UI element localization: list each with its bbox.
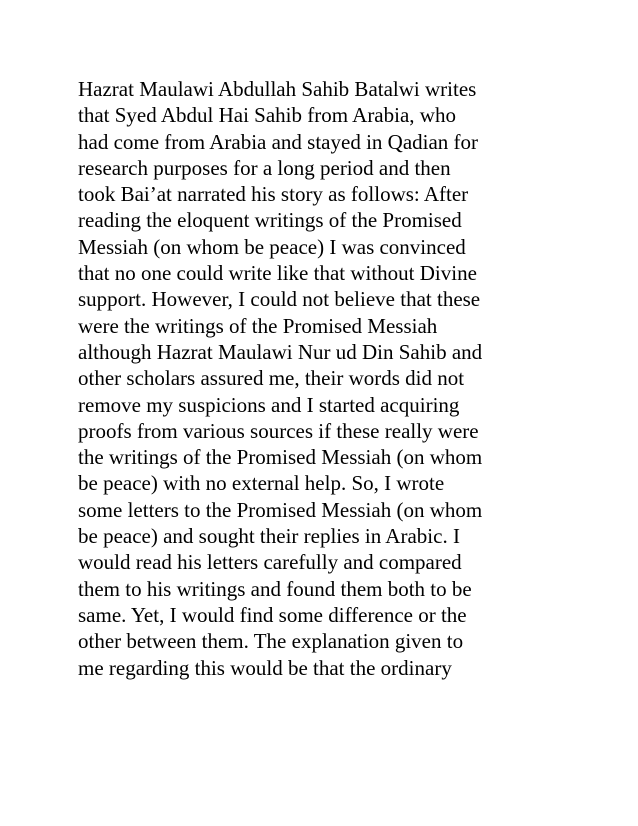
text-line: other scholars assured me, their words did not [78,366,465,391]
text-line: be peace) and sought their replies in Arabic. I [78,524,460,549]
text-line: proofs from various sources if these really were [78,418,479,443]
text-line: support. However, I could not believe that these [78,287,481,312]
text-line: the writings of the Promised Messiah (on whom [78,445,483,470]
text-line: same. Yet, I would find some difference or the [78,602,467,627]
text-line: were the writings of the Promised Messiah [78,313,438,338]
body-paragraph [78,76,578,681]
text-line: Messiah (on whom be peace) I was convinced [78,234,466,259]
text-line: some letters to the Promised Messiah (on whom [78,497,483,522]
text-line: research purposes for a long period and then [78,155,451,180]
text-line: me regarding this would be that the ordinary [78,655,452,680]
text-line: remove my suspicions and I started acquiring [78,392,460,417]
text-line: be peace) with no external help. So, I wrote [78,471,445,496]
text-line: although Hazrat Maulawi Nur ud Din Sahib and [78,339,483,364]
text-line: that Syed Abdul Hai Sahib from Arabia, who [78,103,456,128]
text-line: took Bai’at narrated his story as follows: After [78,182,469,207]
text-line: that no one could write like that without Divine [78,261,477,286]
text-line: other between them. The explanation given to [78,629,464,654]
text-line: Hazrat Maulawi Abdullah Sahib Batalwi writes [78,77,477,101]
text-line: reading the eloquent writings of the Promised [78,208,462,233]
text-line: had come from Arabia and stayed in Qadian for [78,129,479,154]
text-line: would read his letters carefully and compared [78,550,462,575]
text-line: them to his writings and found them both to be [78,576,472,601]
